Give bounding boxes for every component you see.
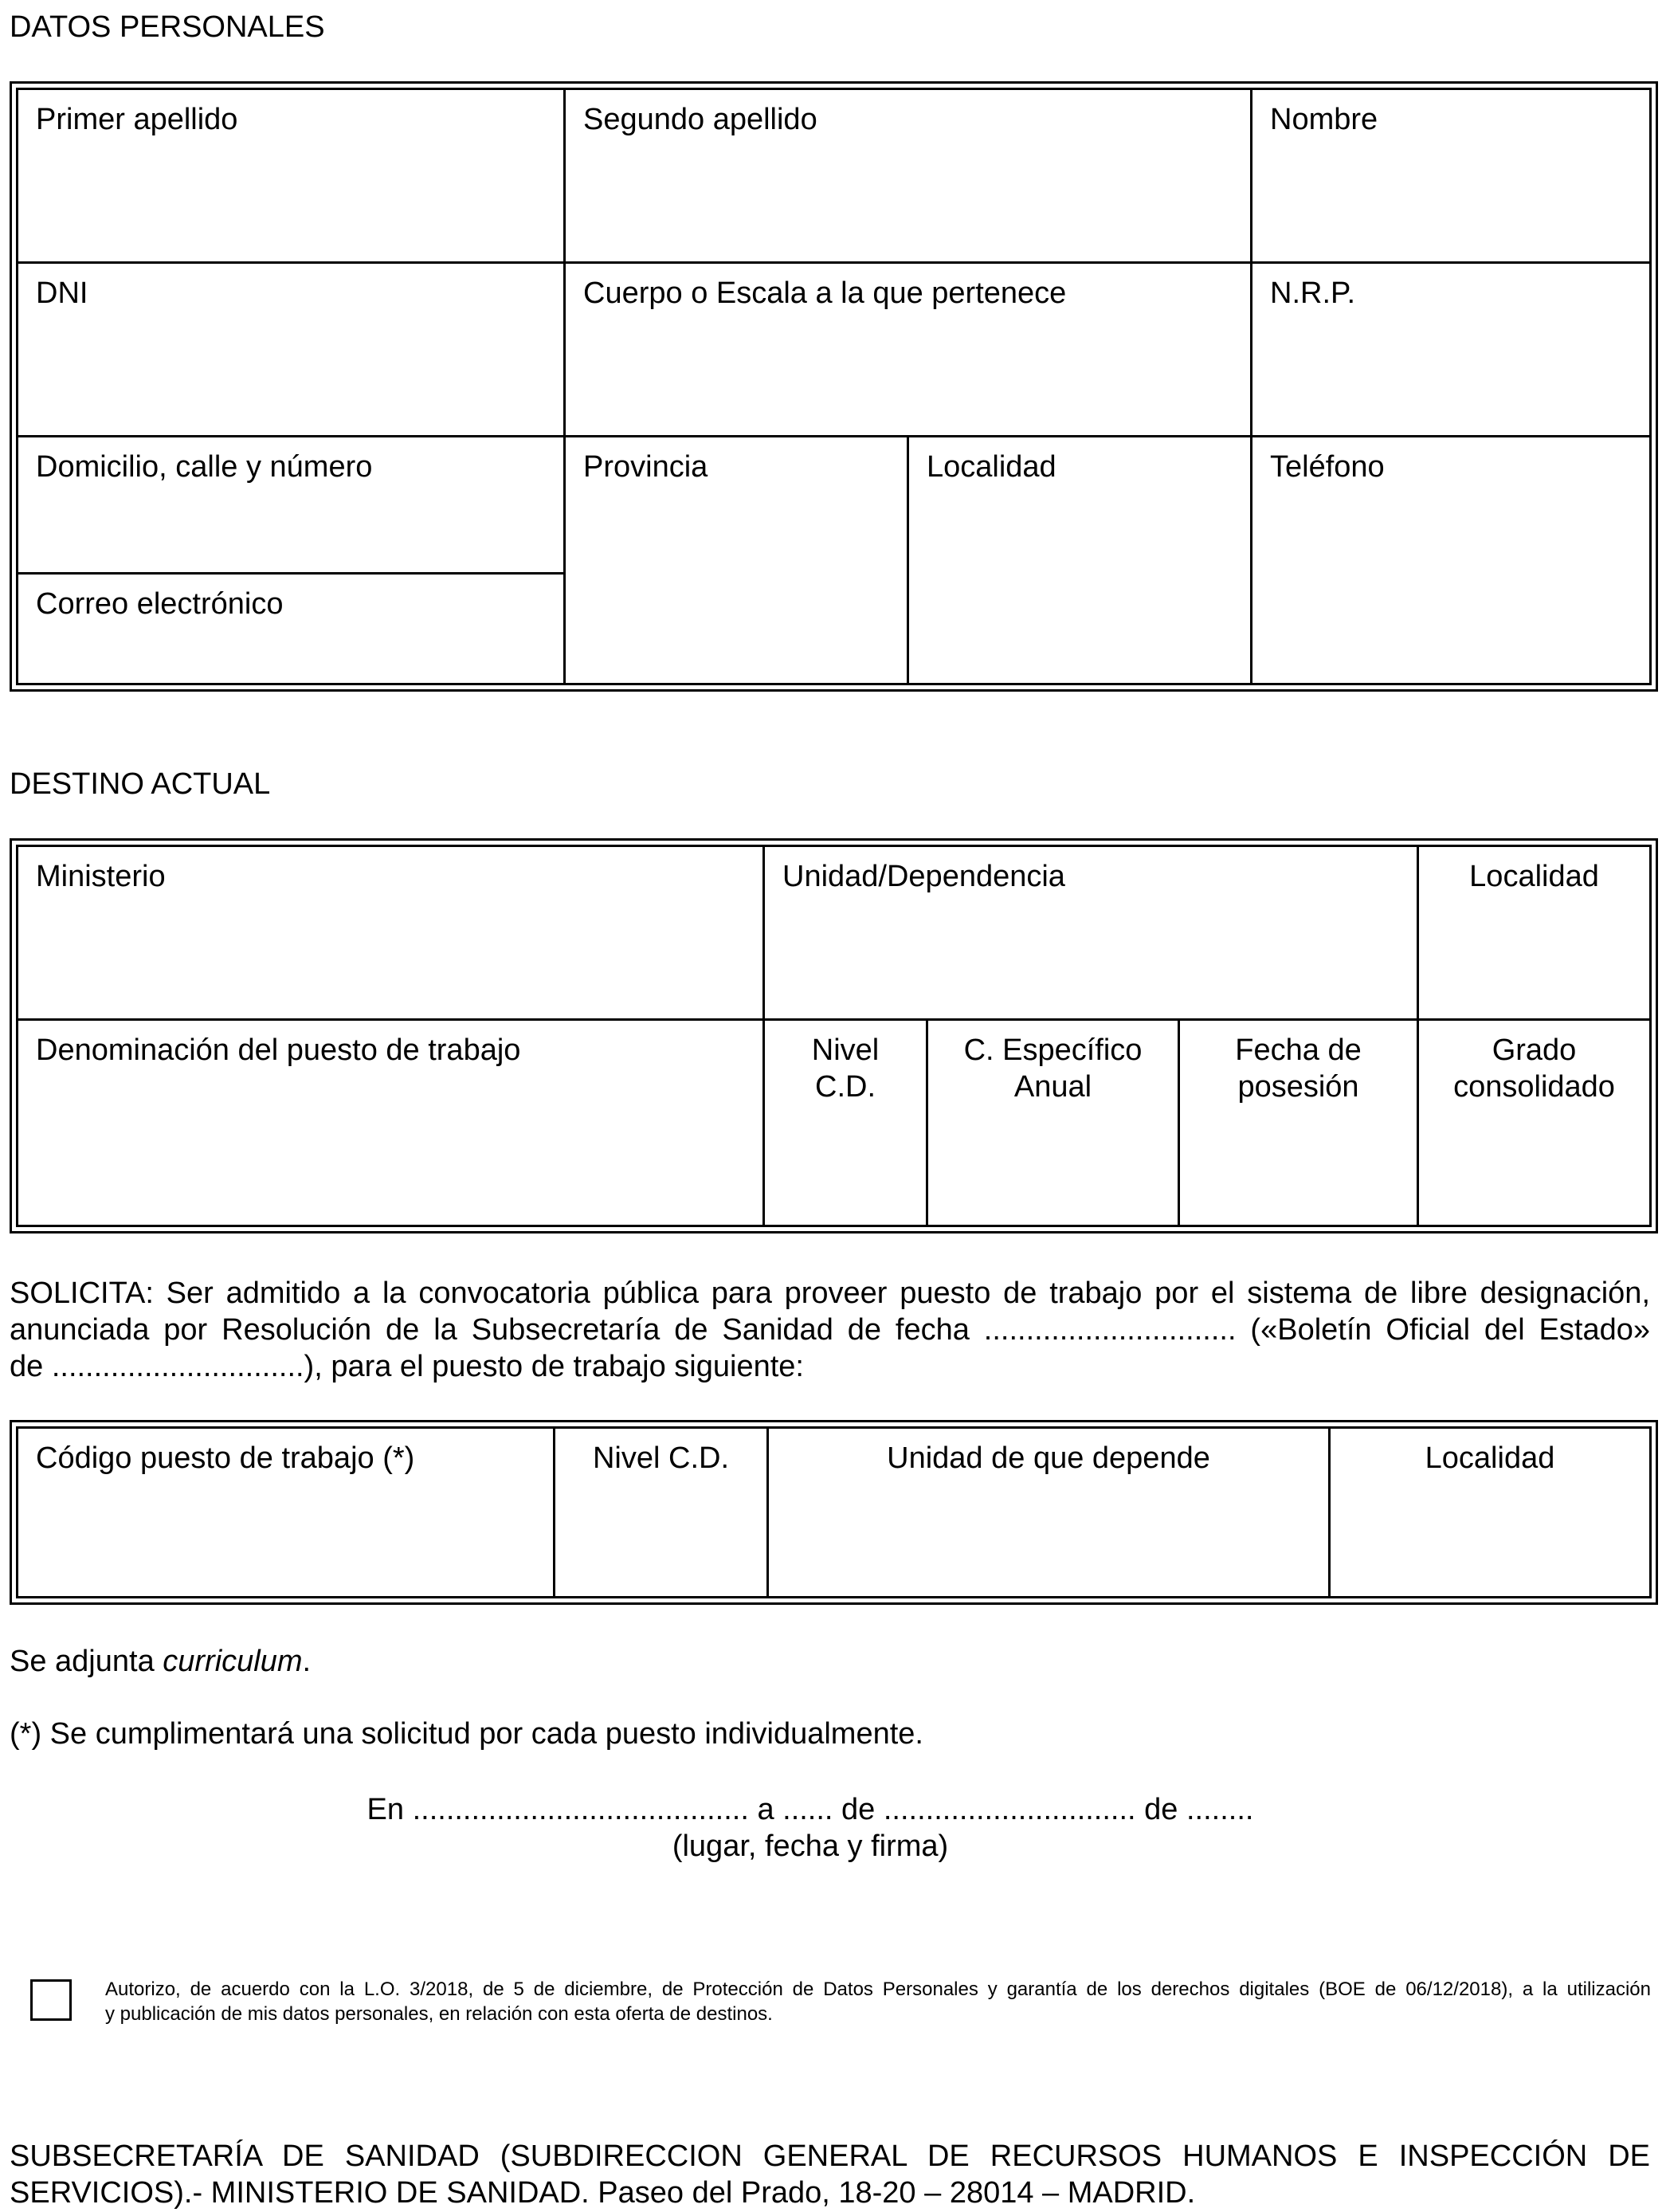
grado-consolidado-label-line1: Grado bbox=[1492, 1033, 1577, 1067]
fecha-posesion-label-line1: Fecha de bbox=[1235, 1033, 1362, 1067]
fecha-posesion-label-line2: posesión bbox=[1237, 1070, 1359, 1104]
firma-caption: (lugar, fecha y firma) bbox=[672, 1830, 949, 1863]
footer-line-1: SUBSECRETARÍA DE SANIDAD (SUBDIRECCION GENERAL DE RECURSOS HUMANOS E INSPECCIÓN DE bbox=[10, 2139, 1650, 2173]
datos-personales-table bbox=[10, 81, 1658, 692]
segundo-apellido-field[interactable] bbox=[565, 89, 1252, 263]
nivel-cd-label-line2: C.D. bbox=[815, 1070, 876, 1104]
denominacion-puesto-label: Denominación del puesto de trabajo bbox=[36, 1033, 521, 1067]
codigo-puesto-field[interactable] bbox=[18, 1428, 555, 1598]
dni-label: DNI bbox=[36, 276, 88, 310]
solicita-line-1: SOLICITA: Ser admitido a la convocatoria pública para proveer puesto de trabajo por el sistema de libre designación, bbox=[10, 1277, 1650, 1310]
cuerpo-escala-label: Cuerpo o Escala a la que pertenece bbox=[583, 276, 1067, 310]
destino-actual-table bbox=[10, 838, 1658, 1233]
segundo-apellido-label: Segundo apellido bbox=[583, 103, 817, 136]
provincia-label: Provincia bbox=[583, 450, 708, 484]
telefono-label: Teléfono bbox=[1270, 450, 1385, 484]
nivel-cd-label-line1: Nivel bbox=[811, 1033, 880, 1067]
adjunta-curriculum-text bbox=[10, 1643, 311, 1680]
domicilio-label: Domicilio, calle y número bbox=[36, 450, 373, 484]
solicita-line-3: de ..............................), para el puesto de trabajo siguiente: bbox=[10, 1350, 804, 1383]
correo-label: Correo electrónico bbox=[36, 587, 284, 621]
footer-line-2: SERVICIOS).- MINISTERIO DE SANIDAD. Paseo del Prado, 18-20 – 28014 – MADRID. bbox=[10, 2176, 1196, 2210]
primer-apellido-field[interactable] bbox=[18, 89, 565, 263]
ministerio-field[interactable] bbox=[18, 846, 764, 1020]
footer-address bbox=[10, 2138, 1650, 2211]
section-heading-destino-actual: DESTINO ACTUAL bbox=[10, 767, 271, 801]
primer-apellido-label: Primer apellido bbox=[36, 103, 238, 136]
grado-consolidado-field[interactable] bbox=[1418, 1020, 1651, 1226]
nrp-field[interactable] bbox=[1252, 263, 1651, 437]
grado-consolidado-label-line2: consolidado bbox=[1453, 1070, 1615, 1104]
adjunta-prefix: Se adjunta bbox=[10, 1645, 163, 1678]
nivel-cd-field[interactable] bbox=[764, 1020, 927, 1226]
nrp-label: N.R.P. bbox=[1270, 276, 1356, 310]
unidad-depende-field[interactable] bbox=[768, 1428, 1330, 1598]
telefono-field[interactable] bbox=[1252, 437, 1651, 684]
autorizacion-checkbox[interactable] bbox=[30, 1979, 72, 2021]
autorizacion-line-2: y publicación de mis datos personales, en relación con esta oferta de destinos. bbox=[105, 2003, 773, 2025]
unidad-dependencia-label: Unidad/Dependencia bbox=[782, 860, 1065, 893]
localidad-puesto-field[interactable] bbox=[1330, 1428, 1651, 1598]
correo-field[interactable] bbox=[18, 574, 565, 684]
autorizacion-line-1: Autorizo, de acuerdo con la L.O. 3/2018, de 5 de diciembre, de Protección de Datos Personales y garantía de los derechos digitales (BOE de 06/12/2018), a la utilización bbox=[105, 1979, 1651, 2000]
nivel-cd-puesto-field[interactable] bbox=[555, 1428, 768, 1598]
c-especifico-label-line2: Anual bbox=[1013, 1070, 1092, 1104]
nombre-label: Nombre bbox=[1270, 103, 1378, 136]
autorizacion-text bbox=[105, 1977, 1651, 2026]
nombre-field[interactable] bbox=[1252, 89, 1651, 263]
ministerio-label: Ministerio bbox=[36, 860, 166, 893]
firma-line: En ........................................ a ...... de .............................. de ........ bbox=[367, 1793, 1254, 1826]
puesto-solicitado-table bbox=[10, 1420, 1658, 1605]
unidad-dependencia-field[interactable] bbox=[764, 846, 1418, 1020]
c-especifico-label-line1: C. Específico bbox=[963, 1033, 1143, 1067]
localidad-destino-field[interactable] bbox=[1418, 846, 1651, 1020]
cuerpo-escala-field[interactable] bbox=[565, 263, 1252, 437]
codigo-puesto-label: Código puesto de trabajo (*) bbox=[36, 1441, 415, 1475]
provincia-field[interactable] bbox=[565, 437, 908, 684]
localidad-label: Localidad bbox=[927, 450, 1056, 484]
solicita-paragraph bbox=[10, 1275, 1650, 1385]
localidad-puesto-label: Localidad bbox=[1425, 1441, 1555, 1475]
solicita-line-2: anunciada por Resolución de la Subsecretaría de Sanidad de fecha .............................. («Boletín Oficial del Estado» bbox=[10, 1313, 1650, 1347]
localidad-field[interactable] bbox=[908, 437, 1252, 684]
adjunta-italic: curriculum bbox=[163, 1645, 303, 1678]
fecha-posesion-field[interactable] bbox=[1179, 1020, 1418, 1226]
domicilio-field[interactable] bbox=[18, 437, 565, 574]
adjunta-suffix: . bbox=[302, 1645, 312, 1678]
nota-solicitud: (*) Se cumplimentará una solicitud por cada puesto individualmente. bbox=[10, 1717, 923, 1751]
c-especifico-field[interactable] bbox=[927, 1020, 1179, 1226]
nivel-cd-puesto-label: Nivel C.D. bbox=[592, 1441, 730, 1475]
section-heading-datos-personales: DATOS PERSONALES bbox=[10, 10, 325, 44]
localidad-destino-label: Localidad bbox=[1469, 860, 1599, 893]
unidad-depende-label: Unidad de que depende bbox=[887, 1441, 1210, 1475]
denominacion-puesto-field[interactable] bbox=[18, 1020, 764, 1226]
dni-field[interactable] bbox=[18, 263, 565, 437]
